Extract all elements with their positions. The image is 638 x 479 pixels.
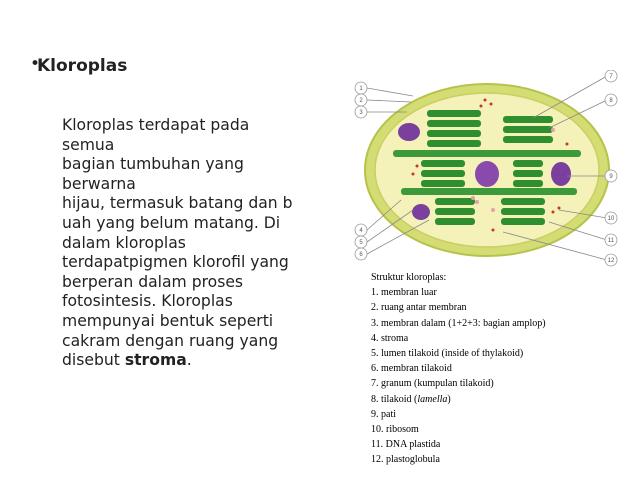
body-text-fragment: . bbox=[186, 351, 192, 370]
diagram-label: 9 bbox=[609, 174, 613, 180]
caption-item: 7. granum (kumpulan tilakoid) bbox=[371, 378, 494, 390]
granum-stack bbox=[435, 198, 475, 225]
caption-item: 4. stroma bbox=[371, 332, 409, 344]
body-line: mempunyai bentuk seperti bbox=[62, 311, 274, 330]
granum-stack bbox=[503, 116, 553, 143]
diagram-caption bbox=[371, 270, 601, 468]
body-line: Kloroplas terdapat pada bbox=[62, 116, 250, 134]
bullet-marker: • bbox=[30, 54, 41, 74]
caption-item: 10. ribosom bbox=[371, 424, 419, 436]
body-line: terdapatpigmen klorofil yang bbox=[62, 253, 289, 272]
body-line: berwarna bbox=[62, 174, 136, 193]
granum-stack bbox=[513, 160, 543, 187]
body-line: hijau, termasuk batang dan b bbox=[62, 194, 293, 213]
granum-stack bbox=[421, 160, 465, 187]
body-line-last bbox=[62, 351, 342, 371]
diagram-label: 5 bbox=[359, 240, 363, 246]
diagram-label: 7 bbox=[609, 74, 613, 80]
chloroplast-diagram bbox=[353, 70, 621, 270]
lamella bbox=[401, 188, 577, 195]
body-line: uah yang belum matang. Di bbox=[62, 213, 281, 232]
diagram-label: 2 bbox=[359, 98, 363, 104]
starch-grain bbox=[412, 204, 430, 220]
body-line: bagian tumbuhan yang bbox=[62, 155, 244, 174]
caption-item: 2. ruang antar membran bbox=[371, 302, 467, 314]
caption-item: 11. DNA plastida bbox=[371, 439, 441, 451]
body-line: semua bbox=[62, 135, 115, 154]
diagram-label: 4 bbox=[359, 228, 363, 234]
diagram-label: 1 bbox=[359, 86, 363, 92]
body-line: berperan dalam proses bbox=[62, 272, 244, 291]
diagram-label: 8 bbox=[609, 98, 613, 104]
caption-title: Struktur kloroplas: bbox=[371, 272, 447, 283]
lamella bbox=[393, 150, 581, 157]
starch-grain bbox=[398, 123, 420, 141]
caption-fragment: ) bbox=[447, 393, 451, 405]
caption-item: 5. lumen tilakoid (inside of thylakoid) bbox=[371, 348, 524, 360]
diagram-label: 11 bbox=[607, 238, 615, 244]
body-text-fragment: disebut bbox=[62, 351, 125, 370]
slide-heading: Kloroplas bbox=[37, 56, 128, 76]
diagram-label: 12 bbox=[607, 258, 615, 264]
caption-item-8 bbox=[371, 392, 601, 407]
granum-stack bbox=[501, 198, 545, 225]
body-paragraph bbox=[62, 116, 342, 371]
caption-item: 9. pati bbox=[371, 408, 396, 420]
caption-fragment: 8. tilakoid ( bbox=[371, 393, 418, 405]
body-line: cakram dengan ruang yang bbox=[62, 331, 279, 350]
caption-item: 6. membran tilakoid bbox=[371, 363, 452, 375]
caption-item: 12. plastoglobula bbox=[371, 454, 440, 466]
diagram-label: 6 bbox=[359, 252, 363, 258]
caption-item: 1. membran luar bbox=[371, 287, 437, 299]
diagram-label: 3 bbox=[359, 110, 363, 116]
diagram-label: 10 bbox=[607, 216, 615, 222]
body-line: fotosintesis. Kloroplas bbox=[62, 292, 233, 311]
caption-italic-term: lamella bbox=[417, 393, 448, 405]
starch-grain bbox=[551, 162, 571, 186]
caption-item: 3. membran dalam (1+2+3: bagian amplop) bbox=[371, 317, 546, 329]
stroma-term: stroma bbox=[124, 351, 187, 370]
starch-grain bbox=[475, 161, 499, 187]
body-line: dalam kloroplas bbox=[62, 233, 186, 252]
